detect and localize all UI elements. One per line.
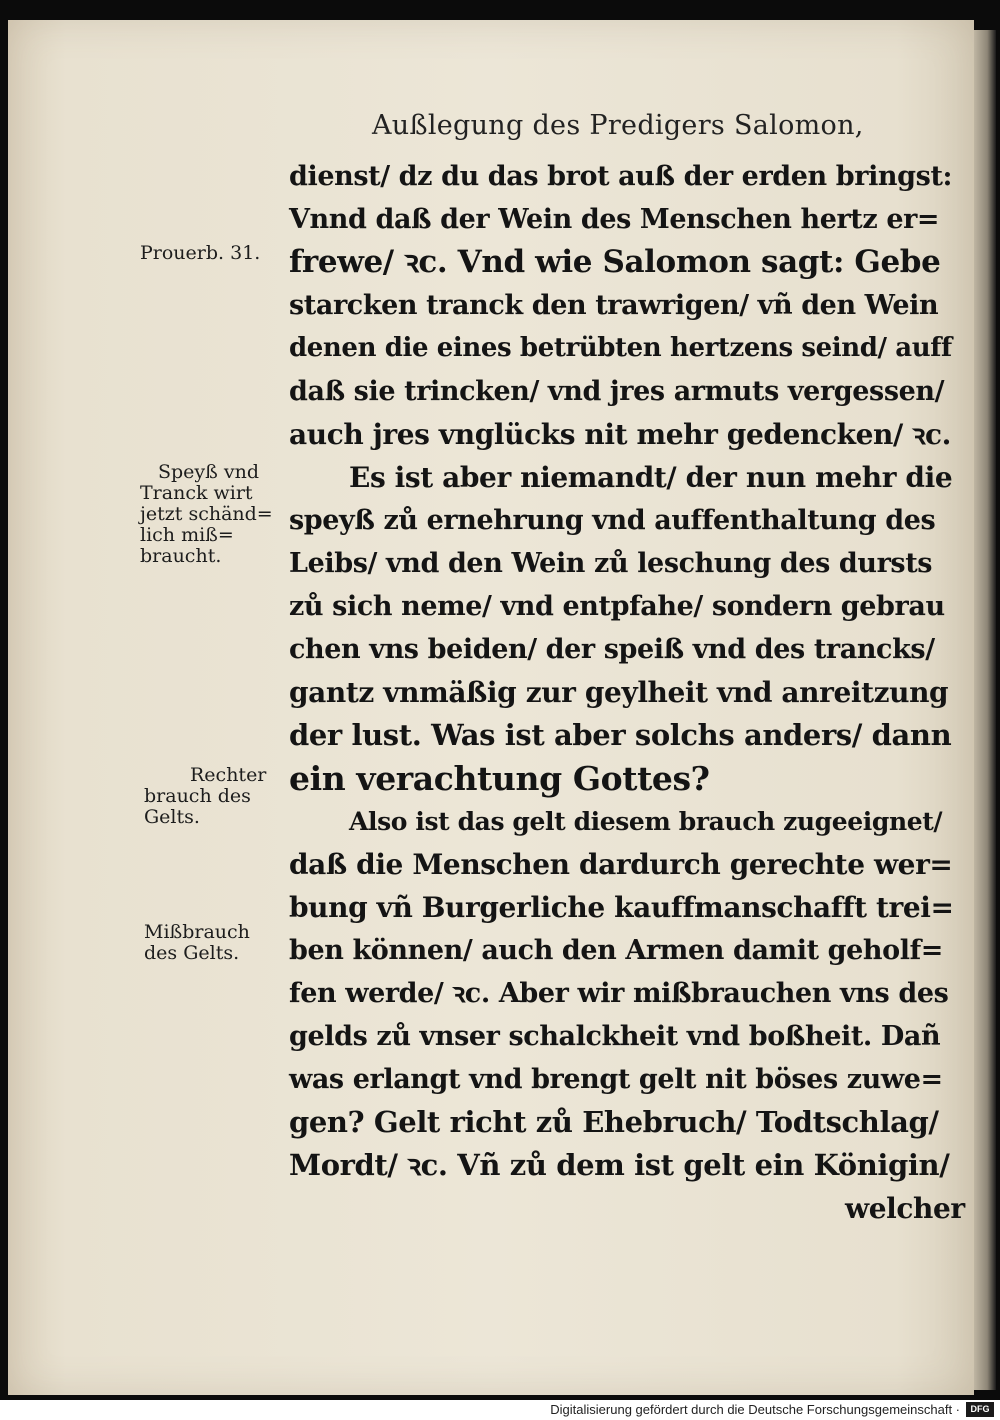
margin-note-rechter: Rechter bbox=[190, 764, 267, 786]
text-line: Vnnd daß der Wein des Menschen hertz er= bbox=[289, 204, 940, 235]
text-line: bung vñ Burgerliche kauffmanschafft trei= bbox=[289, 891, 954, 924]
text-line: Es ist aber niemandt/ der nun mehr die bbox=[349, 461, 953, 494]
dfg-logo: DFG bbox=[966, 1402, 994, 1417]
margin-note-proverb: Prouerb. 31. bbox=[140, 242, 261, 264]
text-line: Leibs/ vnd den Wein zů leschung des dursts bbox=[289, 548, 933, 579]
text-line: auch jres vnglücks nit mehr gedencken/ ꝛc. bbox=[289, 418, 952, 451]
margin-note-missbrauch: Mißbrauch bbox=[144, 921, 250, 943]
text-line: gen? Gelt richt zů Ehebruch/ Todtschlag/ bbox=[289, 1105, 939, 1139]
margin-note-speyss: lich miß= bbox=[140, 524, 234, 546]
text-line: dienst/ dz du das brot auß der erden bringst: bbox=[289, 161, 953, 192]
text-line: Also ist das gelt diesem brauch zugeeignet/ bbox=[349, 807, 943, 836]
text-line: zů sich neme/ vnd entpfahe/ sondern gebrau bbox=[289, 591, 945, 622]
margin-note-rechter: brauch des bbox=[144, 785, 251, 807]
text-line: starcken tranck den trawrigen/ vñ den Wein bbox=[289, 290, 939, 321]
page-edge bbox=[974, 30, 996, 1390]
margin-note-speyss: jetzt schänd= bbox=[140, 503, 273, 525]
text-line: Mordt/ ꝛc. Vñ zů dem ist gelt ein Königin/ bbox=[289, 1148, 950, 1182]
text-line: ben können/ auch den Armen damit geholf= bbox=[289, 935, 944, 966]
footer-bar bbox=[0, 1400, 1000, 1420]
text-line: gelds zů vnser schalckheit vnd boßheit. Dañ bbox=[289, 1021, 941, 1052]
text-line: fen werde/ ꝛc. Aber wir mißbrauchen vns des bbox=[289, 978, 949, 1009]
text-line: frewe/ ꝛc. Vnd wie Salomon sagt: Gebe bbox=[289, 244, 941, 280]
margin-note-missbrauch: des Gelts. bbox=[144, 942, 240, 964]
text-line: daß die Menschen dardurch gerechte wer= bbox=[289, 848, 953, 881]
footer-credit: Digitalisierung gefördert durch die Deutsche Forschungsgemeinschaft · bbox=[550, 1402, 960, 1417]
text-line: chen vns beiden/ der speiß vnd des trancks/ bbox=[289, 634, 935, 665]
running-title: Außlegung des Predigers Salomon, bbox=[372, 110, 864, 141]
text-line: gantz vnmäßig zur geylheit vnd anreitzung bbox=[289, 676, 949, 709]
margin-note-speyss: Tranck wirt bbox=[140, 482, 253, 504]
margin-note-rechter: Gelts. bbox=[144, 806, 200, 828]
margin-note-speyss: braucht. bbox=[140, 545, 222, 567]
text-line: was erlangt vnd brengt gelt nit böses zuwe= bbox=[289, 1064, 943, 1095]
text-line: ein verachtung Gottes? bbox=[289, 759, 710, 798]
text-line: der lust. Was ist aber solchs anders/ dann bbox=[289, 718, 952, 752]
margin-note-speyss: Speyß vnd bbox=[158, 461, 260, 483]
text-line: daß sie trincken/ vnd jres armuts vergessen/ bbox=[289, 376, 945, 407]
text-line: denen die eines betrübten hertzens seind/ auff bbox=[289, 333, 952, 363]
text-line: speyß zů ernehrung vnd auffenthaltung des bbox=[289, 505, 936, 536]
catchword: welcher bbox=[845, 1192, 965, 1225]
